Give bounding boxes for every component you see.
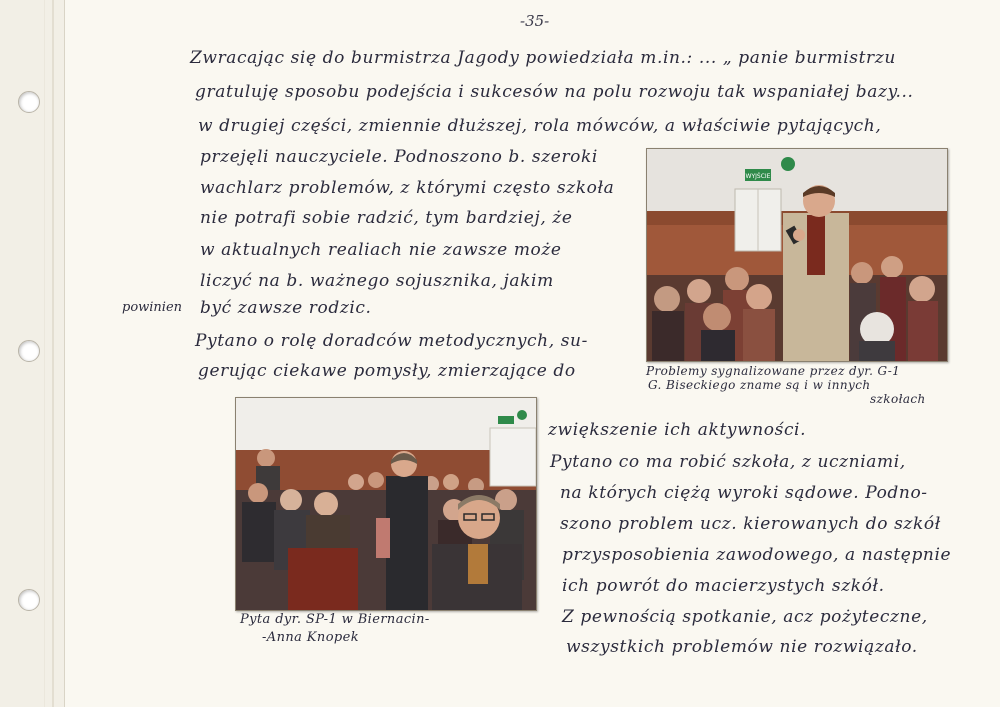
handwritten-line: Pytano co ma robić szkoła, z uczniami,: [550, 452, 906, 472]
handwritten-line: Zwracając się do burmistrza Jagody powiedziała m.in.: ... „ panie burmistrzu: [190, 48, 896, 68]
photo-1-image: [647, 149, 947, 361]
handwritten-line: na których ciężą wyroki sądowe. Podno-: [560, 483, 928, 503]
photo-speaker-with-microphone: [646, 148, 948, 362]
handwritten-line: przysposobienia zawodowego, a następnie: [562, 545, 952, 565]
photo-teacher-asking: [235, 397, 537, 611]
margin-note: powinien: [122, 300, 183, 315]
page-number: -35-: [520, 12, 550, 30]
handwritten-line: gratuluję sposobu podejścia i sukcesów na polu rozwoju tak wspaniałej bazy...: [195, 82, 914, 102]
photo-2-image: [236, 398, 536, 610]
punch-hole: [18, 589, 40, 611]
handwritten-line: Z pewnością spotkanie, acz pożyteczne,: [562, 607, 928, 627]
binder-fold-line: [44, 0, 45, 707]
handwritten-line: w drugiej części, zmiennie dłuższej, rola mówców, a właściwie pytających,: [198, 116, 882, 136]
handwritten-line: w aktualnych realiach nie zawsze może: [200, 240, 562, 260]
handwritten-line: zwiększenie ich aktywności.: [548, 420, 807, 440]
handwritten-line: gerując ciekawe pomysły, zmierzające do: [198, 361, 576, 381]
handwritten-line: wachlarz problemów, z którymi często szkoła: [200, 178, 615, 198]
binder-fold-line: [52, 0, 54, 707]
handwritten-line: wszystkich problemów nie rozwiązało.: [566, 637, 918, 657]
handwritten-line: przejęli nauczyciele. Podnoszono b. szeroki: [200, 147, 598, 167]
photo-1-caption: G. Biseckiego zname są i w innych: [648, 378, 871, 392]
punch-hole: [18, 91, 40, 113]
handwritten-line: nie potrafi sobie radzić, tym bardziej, że: [200, 208, 573, 228]
punch-hole: [18, 340, 40, 362]
photo-2-caption: -Anna Knopek: [262, 630, 360, 645]
exit-sign-text: WYJŚCIE: [745, 173, 771, 180]
photo-1-caption: Problemy sygnalizowane przez dyr. G-1: [646, 364, 901, 378]
handwritten-line: liczyć na b. ważnego sojusznika, jakim: [200, 271, 554, 291]
photo-2-caption: Pyta dyr. SP-1 w Biernacin-: [240, 612, 430, 627]
handwritten-line: ich powrót do macierzystych szkół.: [562, 576, 885, 596]
handwritten-line: Pytano o rolę doradców metodycznych, su-: [195, 331, 588, 351]
photo-1-caption: szkołach: [870, 392, 926, 406]
handwritten-line: być zawsze rodzic.: [200, 298, 372, 318]
handwritten-line: szono problem ucz. kierowanych do szkół: [560, 514, 941, 534]
binder-margin: [0, 0, 65, 707]
